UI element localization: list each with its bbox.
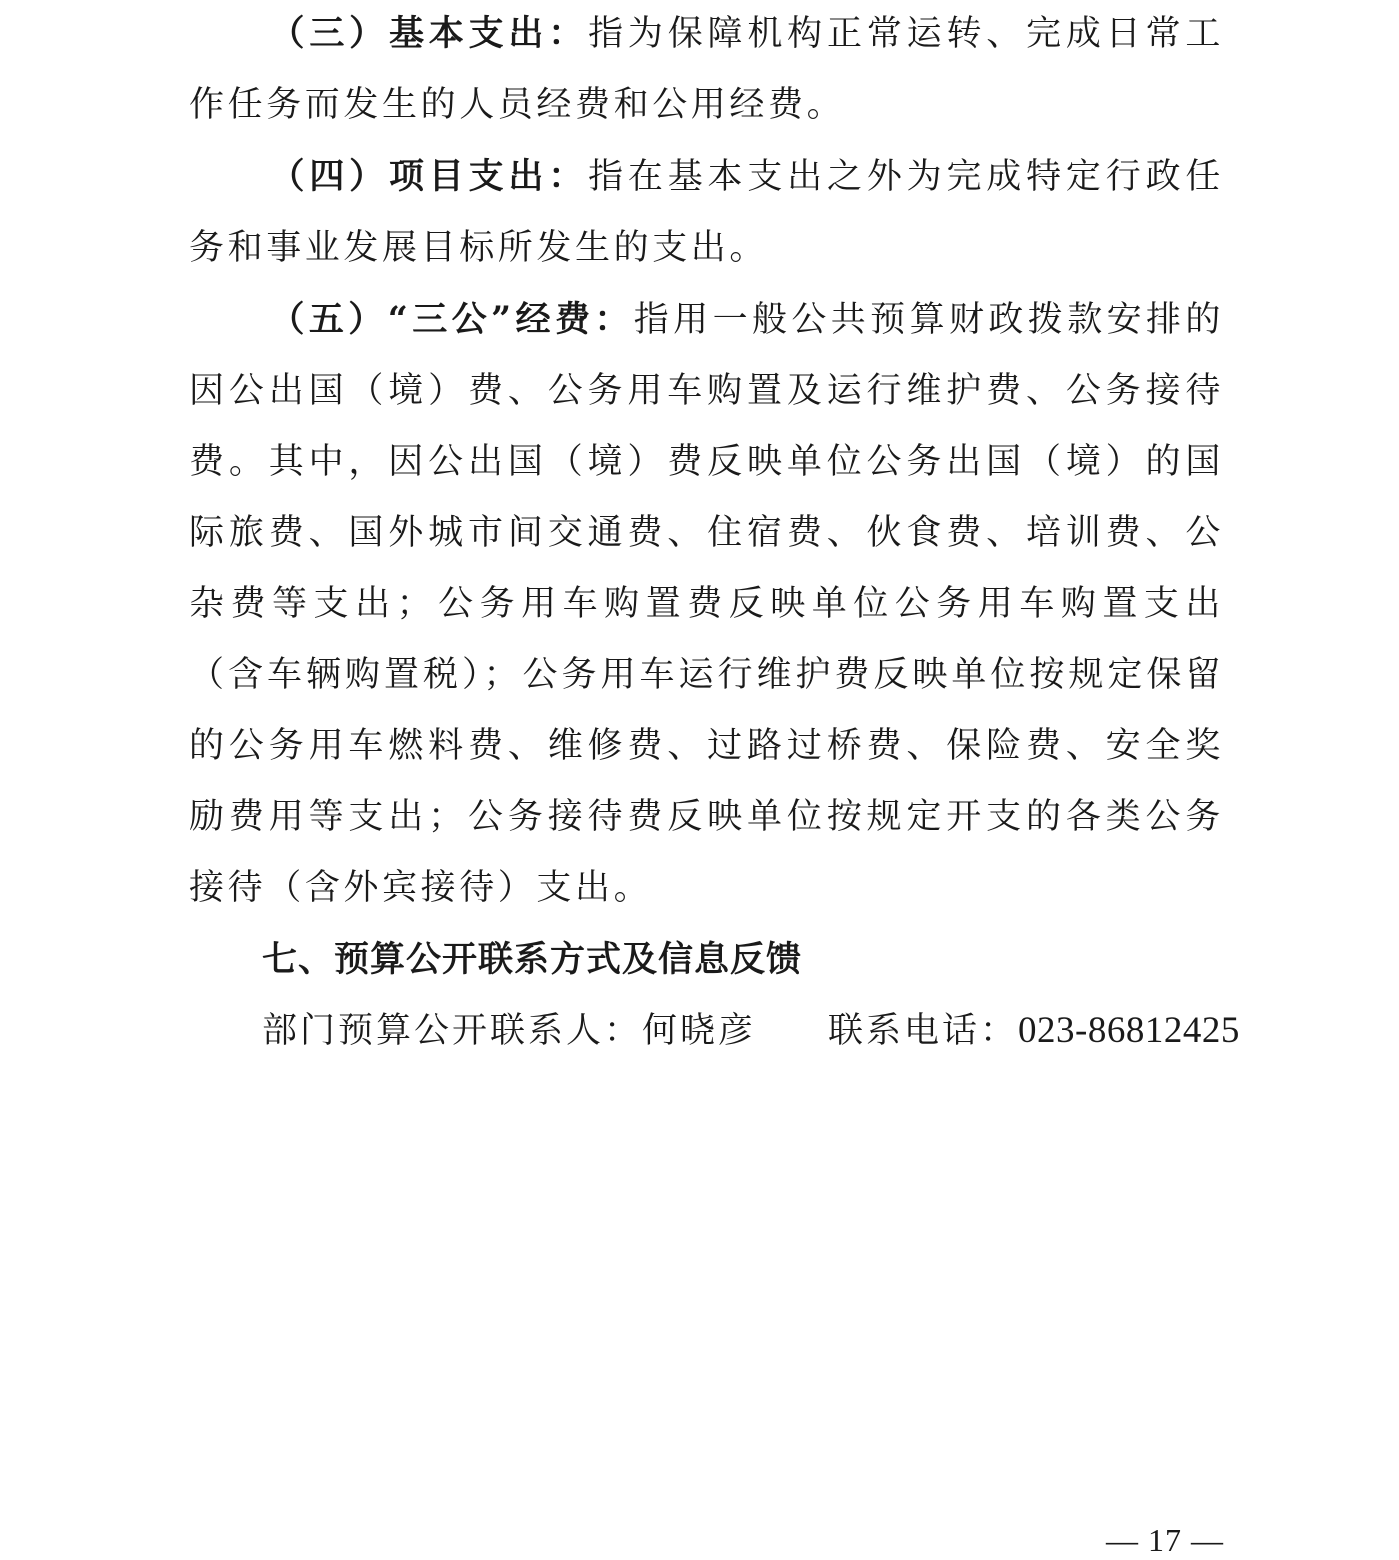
document-body (189, 0, 1240, 1067)
term-basic-expenditure: （三）基本支出： (269, 13, 589, 54)
term-three-public-expenses: （五）“三公”经费： (269, 299, 634, 340)
term-project-expenditure: （四）项目支出： (269, 156, 589, 197)
contact-line (189, 995, 1240, 1067)
definition-project-expenditure: 指在基本支出之外为完成特定行政任务和事业发展目标所发生的支出。 (189, 157, 1224, 268)
page-number: — 17 — (1106, 1522, 1224, 1558)
paragraph-basic-expenditure (189, 0, 1224, 141)
paragraph-project-expenditure (189, 141, 1224, 284)
phone-number: 023-86812425 (1018, 1010, 1240, 1051)
definition-basic-expenditure: 指为保障机构正常运转、完成日常工作任务而发生的人员经费和公用经费。 (189, 14, 1224, 125)
contact-person: 部门预算公开联系人：何晓彦 (262, 1011, 757, 1051)
paragraph-three-public-expenses (189, 284, 1224, 924)
phone-label: 联系电话： (828, 1011, 1019, 1051)
definition-three-public-expenses: 指用一般公共预算财政拨款安排的因公出国（境）费、公务用车购置及运行维护费、公务接待费。其中，因公出国（境）费反映单位公务出国（境）的国际旅费、国外城市间交通费、住宿费、伙食费、培训费、公杂费等支出；公务用车购置费反映单位公务用车购置支出（含车辆购置税）；公务用车运行维护费反映单位按规定保留的公务用车燃料费、维修费、过路过桥费、保险费、安全奖励费用等支出；公务接待费反映单位按规定开支的各类公务接待（含外宾接待）支出。 (189, 300, 1224, 908)
section-heading: 七、预算公开联系方式及信息反馈 (262, 939, 803, 980)
